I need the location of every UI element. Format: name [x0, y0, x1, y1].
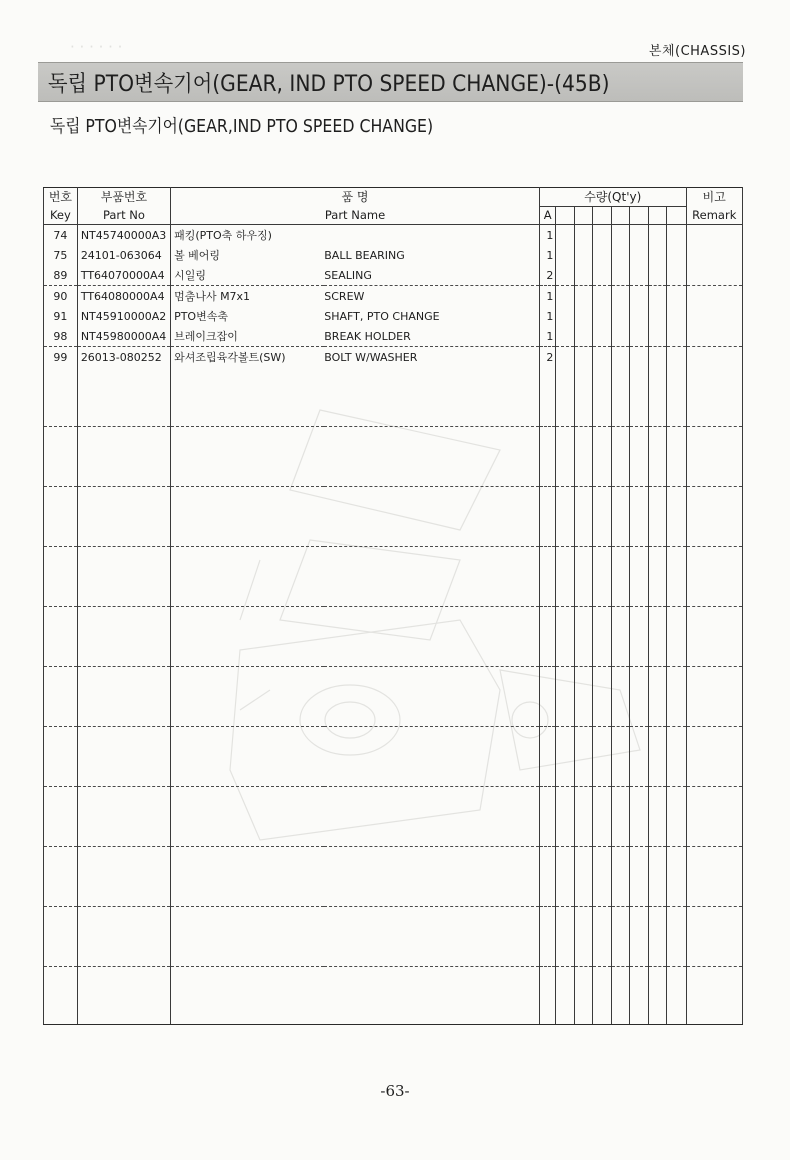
empty-row — [44, 607, 743, 667]
empty-row — [44, 487, 743, 547]
row-qty-a: 1 — [539, 326, 555, 347]
row-name-en — [324, 225, 539, 246]
row-part-no: TT64080000A4 — [77, 286, 170, 307]
row-qty-a: 1 — [539, 245, 555, 265]
row-key: 91 — [44, 306, 78, 326]
row-name-ko: 브레이크잡이 — [171, 326, 325, 347]
page-number: -63- — [380, 1082, 410, 1100]
row-name-ko: PTO변속축 — [171, 306, 325, 326]
empty-row — [44, 547, 743, 607]
row-key: 98 — [44, 326, 78, 347]
header-partno-ko: 부품번호 — [77, 188, 170, 207]
row-name-en: SEALING — [324, 265, 539, 286]
row-key: 89 — [44, 265, 78, 286]
row-name-en: BOLT W/WASHER — [324, 347, 539, 368]
row-qty-a: 1 — [539, 225, 555, 246]
table-row — [44, 245, 743, 265]
row-key: 74 — [44, 225, 78, 246]
empty-row — [44, 367, 743, 427]
title-band — [38, 62, 743, 102]
table-row — [44, 286, 743, 307]
row-name-en: BALL BEARING — [324, 245, 539, 265]
header-key-en: Key — [44, 207, 78, 225]
empty-row — [44, 787, 743, 847]
table-row — [44, 326, 743, 347]
bleed-through-text: · · · · · · — [70, 38, 123, 56]
header-name-ko: 품 명 — [171, 188, 540, 207]
row-part-no: NT45740000A3 — [77, 225, 170, 246]
row-qty-a: 1 — [539, 286, 555, 307]
table-row — [44, 306, 743, 326]
table-header-english — [44, 207, 743, 225]
header-partno-en: Part No — [77, 207, 170, 225]
row-part-no: 24101-063064 — [77, 245, 170, 265]
empty-row — [44, 727, 743, 787]
empty-row — [44, 667, 743, 727]
row-key: 75 — [44, 245, 78, 265]
header-qty-a: A — [539, 207, 555, 225]
header-name-en: Part Name — [171, 207, 540, 225]
row-name-ko: 멈춤나사 M7x1 — [171, 286, 325, 307]
row-name-ko: 와셔조립육각볼트(SW) — [171, 347, 325, 368]
header-remark-en: Remark — [686, 207, 742, 225]
empty-row — [44, 847, 743, 907]
row-part-no: TT64070000A4 — [77, 265, 170, 286]
row-name-en: SHAFT, PTO CHANGE — [324, 306, 539, 326]
row-qty-a: 1 — [539, 306, 555, 326]
row-name-ko: 볼 베어링 — [171, 245, 325, 265]
row-name-ko: 시일링 — [171, 265, 325, 286]
page-subtitle: 독립 PTO변속기어(GEAR,IND PTO SPEED CHANGE) — [50, 117, 434, 137]
parts-table — [43, 187, 743, 1025]
row-name-en: BREAK HOLDER — [324, 326, 539, 347]
row-qty-a: 2 — [539, 347, 555, 368]
empty-row — [44, 907, 743, 967]
row-key: 99 — [44, 347, 78, 368]
row-qty-a: 2 — [539, 265, 555, 286]
header-qty-ko: 수량(Qt'y) — [539, 188, 686, 207]
row-part-no: NT45980000A4 — [77, 326, 170, 347]
table-row — [44, 347, 743, 368]
empty-row — [44, 967, 743, 1025]
page-title: 독립 PTO변속기어(GEAR, IND PTO SPEED CHANGE)-(45B) — [48, 72, 610, 97]
row-part-no: 26013-080252 — [77, 347, 170, 368]
table-row — [44, 265, 743, 286]
empty-row — [44, 427, 743, 487]
row-part-no: NT45910000A2 — [77, 306, 170, 326]
row-name-ko: 패킹(PTO축 하우징) — [171, 225, 325, 246]
row-key: 90 — [44, 286, 78, 307]
section-label: 본체(CHASSIS) — [648, 44, 746, 59]
table-row — [44, 225, 743, 246]
row-name-en: SCREW — [324, 286, 539, 307]
table-header-korean — [44, 188, 743, 207]
header-key-ko: 번호 — [44, 188, 78, 207]
header-remark-ko: 비고 — [686, 188, 742, 207]
